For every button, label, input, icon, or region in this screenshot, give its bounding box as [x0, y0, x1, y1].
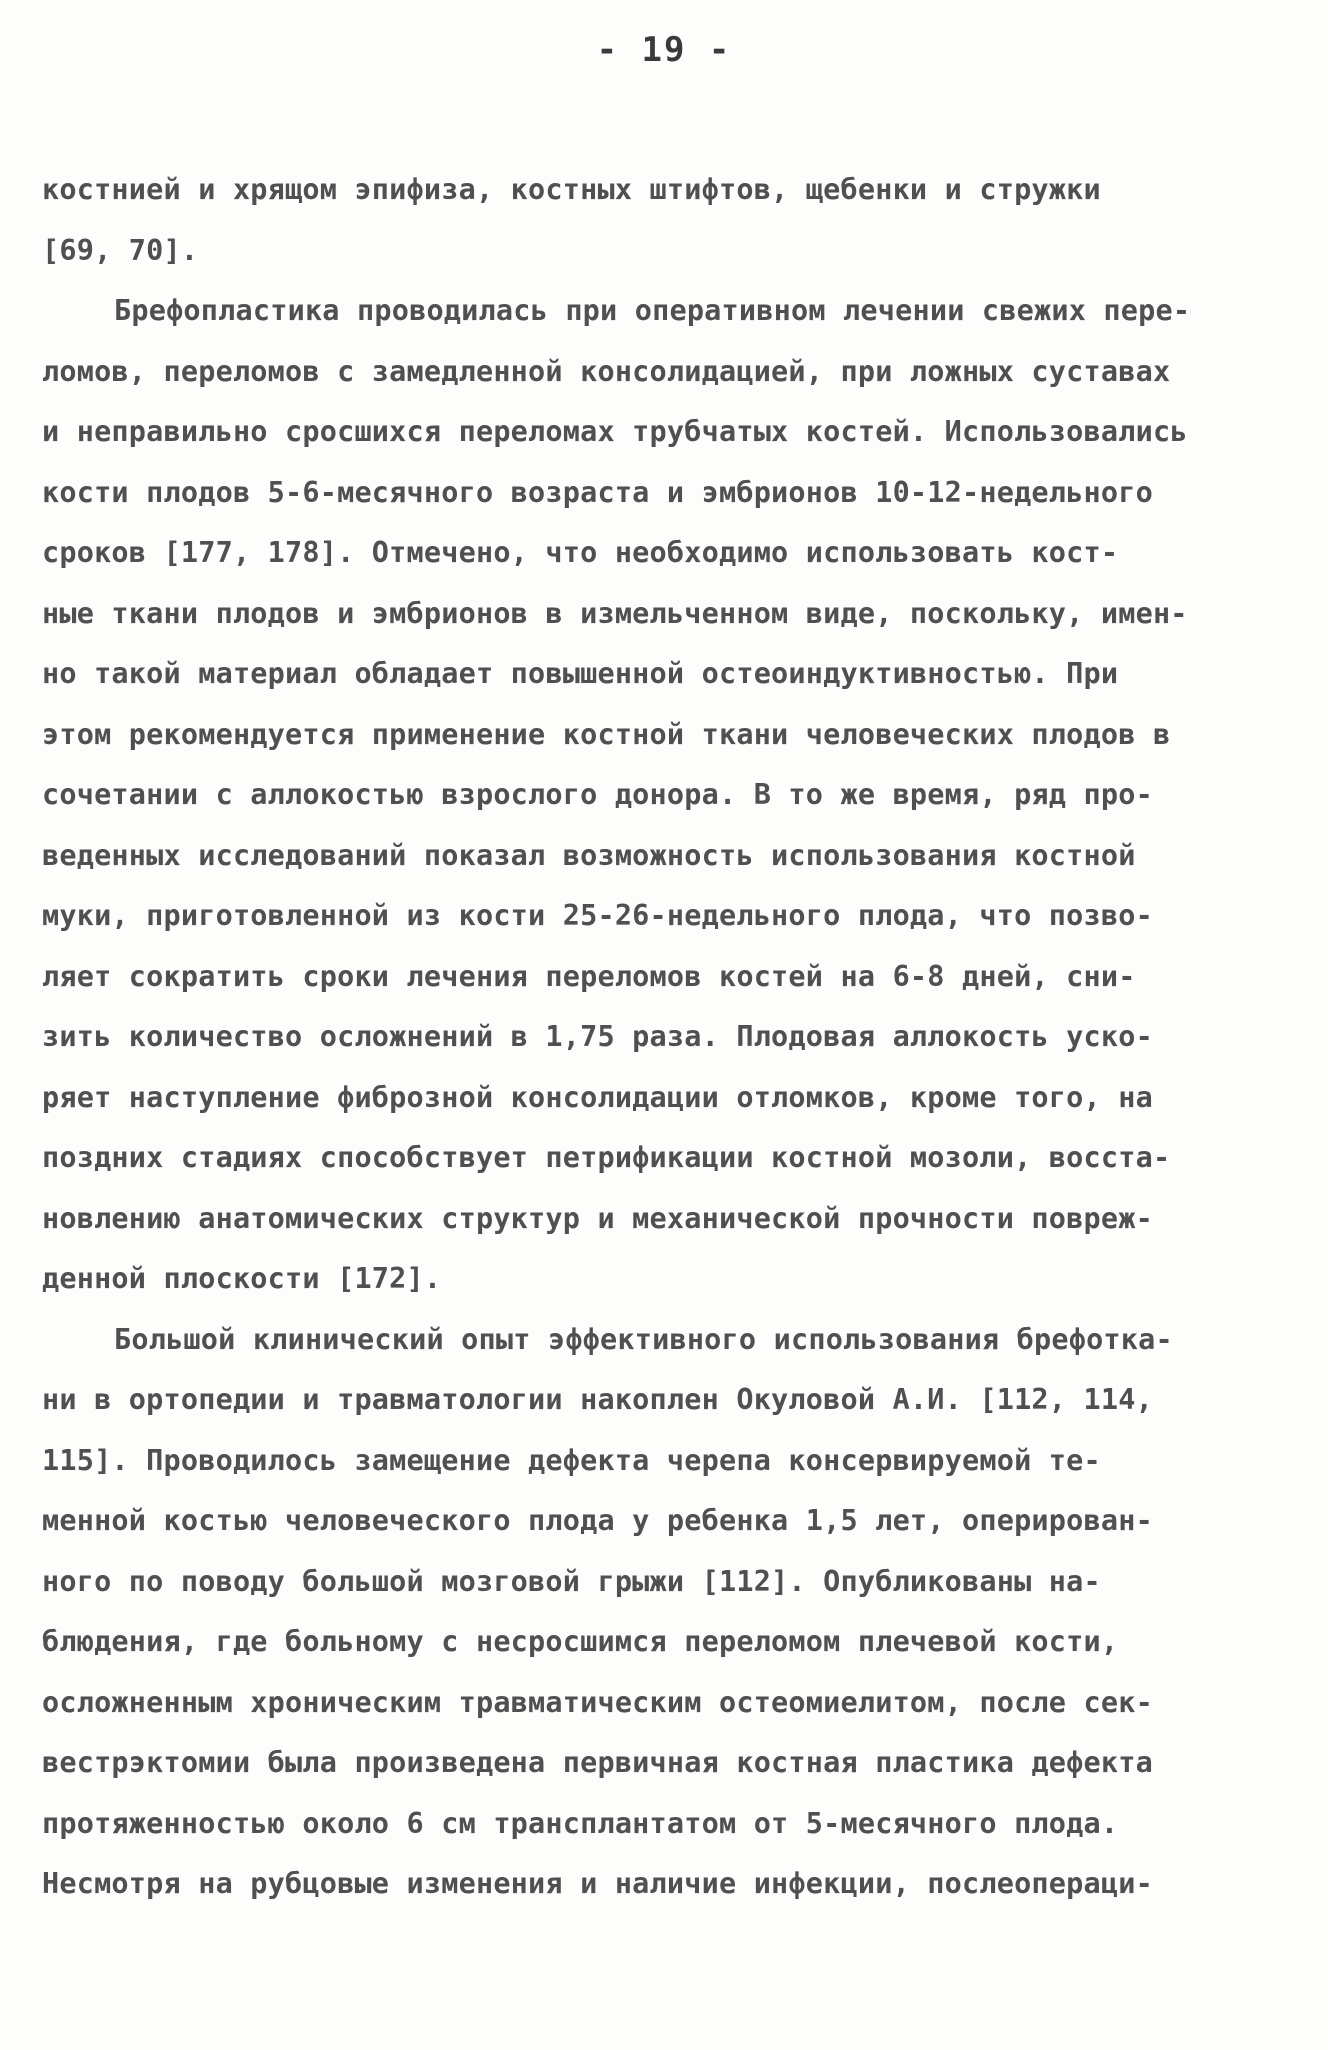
text-line: этом рекомендуется применение костной ткани человеческих плодов в: [42, 717, 1171, 751]
text-line: ного по поводу большой мозговой грыжи [112]. Опубликованы на-: [42, 1564, 1101, 1598]
text-line: костнией и хрящом эпифиза, костных штифтов, щебенки и стружки: [42, 173, 1101, 206]
text-line: ные ткани плодов и эмбрионов в измельченном виде, поскольку, имен-: [42, 596, 1188, 630]
text-line: зить количество осложнений в 1,75 раза. Плодовая аллокость уско-: [42, 1020, 1153, 1053]
text-line: ломов, переломов с замедленной консолидацией, при ложных суставах: [42, 354, 1171, 388]
body-text: [42, 160, 1282, 1915]
text-line: [69, 70].: [42, 233, 199, 267]
text-line: ряет наступление фиброзной консолидации отломков, кроме того, на: [42, 1080, 1153, 1114]
text-line: Большой клинический опыт эффективного использования брефоткa-: [114, 1322, 1173, 1356]
text-line: сочетании с аллокостью взрослого донора. В то же время, ряд про-: [42, 778, 1153, 811]
text-line: сроков [177, 178]. Отмечено, что необходимо использовать кост-: [42, 536, 1119, 569]
text-line: ляет сократить сроки лечения переломов костей на 6-8 дней, сни-: [42, 959, 1136, 993]
text-line: новлению анатомических структур и механической прочности повреж-: [42, 1201, 1153, 1235]
text-line: муки, приготовленной из кости 25-26-недельного плода, что позво-: [42, 899, 1153, 932]
text-line: денной плоскости [172].: [42, 1262, 442, 1295]
text-line: вестрэктомии была произведена первичная костная пластика дефекта: [42, 1746, 1153, 1779]
text-line: поздних стадиях способствует петрификации костной мозоли, восста-: [42, 1141, 1171, 1174]
text-line: протяженностью около 6 см трансплантатом от 5-месячного плода.: [42, 1806, 1119, 1840]
page-number: - 19 -: [596, 30, 732, 70]
text-line: и неправильно сросшихся переломах трубчатых костей. Использовались: [42, 415, 1188, 448]
text-line: но такой материал обладает повышенной остеоиндуктивностью. При: [42, 657, 1119, 690]
text-line: осложненным хроническим травматическим остеомиелитом, после сек-: [42, 1685, 1153, 1719]
text-line: веденных исследований показал возможность использования костной: [42, 838, 1136, 872]
text-line: Брефопластика проводилась при оперативном лечении свежих пере-: [114, 294, 1191, 327]
text-line: блюдения, где больному с несросшимся переломом плечевой кости,: [42, 1625, 1119, 1658]
text-line: Несмотря на рубцовые изменения и наличие инфекции, послеопераци-: [42, 1867, 1153, 1900]
text-line: кости плодов 5-6-месячного возраста и эмбрионов 10-12-недельного: [42, 475, 1153, 509]
text-line: ни в ортопедии и травматологии накоплен Окуловой А.И. [112, 114,: [42, 1383, 1153, 1416]
text-line: 115]. Проводилось замещение дефекта черепа консервируемой те-: [42, 1443, 1101, 1477]
text-line: менной костью человеческого плода у ребенка 1,5 лет, оперирован-: [42, 1504, 1153, 1537]
